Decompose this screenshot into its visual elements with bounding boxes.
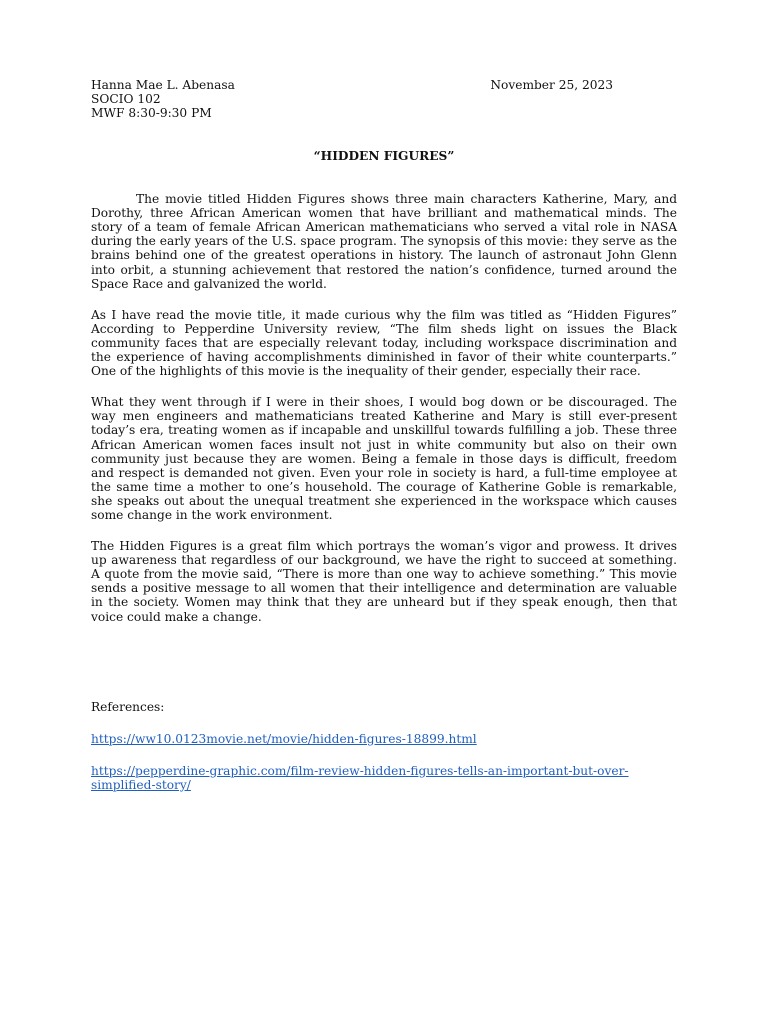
references-heading: References:	[91, 699, 165, 714]
document-header	[91, 78, 677, 120]
class-schedule: MWF 8:30-9:30 PM	[91, 106, 212, 121]
paragraph: As I have read the movie title, it made curious why the film was titled as “Hidden Figures” According to Pepperdine University review, “The film sheds light on issues the Black community faces that are especially relevant today, including workspace discrimination and the experience of having accomplishments diminished in favor of their white counterparts.” One of the highlights of this movie is the inequality of their gender, especially their race.	[91, 307, 677, 379]
document-page	[91, 78, 677, 810]
paragraph: The movie titled Hidden Figures shows three main characters Katherine, Mary, and Dorothy, three African American women that have brilliant and mathematical minds. The story of a team of female African American mathematicians who served a vital role in NASA during the early years of the U.S. space program. The synopsis of this movie: they serve as the brains behind one of the greatest operations in history. The launch of astronaut John Glenn into orbit, a stunning achievement that restored the nation’s confidence, turned around the Space Race and galvanized the world.	[91, 192, 677, 291]
paragraph: The Hidden Figures is a great film which portrays the woman’s vigor and prowess. It drives up awareness that regardless of our background, we have the right to succeed at something. A quote from the movie said, “There is more than one way to achieve something.” This movie sends a positive message to all women that their intelligence and determination are valuable in the society. Women may think that they are unheard but if they speak enough, then that voice could make a change.	[91, 539, 677, 624]
document-title: “HIDDEN FIGURES”	[313, 149, 455, 163]
paragraph: What they went through if I were in their shoes, I would bog down or be discouraged. The way men engineers and mathematicians treated Katherine and Mary is still ever-present today’s era, treating women as if incapable and unskillful towards fulfilling a job. These three African American women faces insult not just in white community but also on their own community just because they are women. Being a female in those days is difficult, freedom and respect is demanded not given. Even your role in society is hard, a full-time employee at the same time a mother to one’s household. The courage of Katherine Goble is remarkable, she speaks out about the unequal treatment she experienced in the workspace which causes some change in the work environment.	[91, 395, 677, 522]
course-code: SOCIO 102	[91, 92, 161, 107]
reference-link[interactable]: https://pepperdine-graphic.com/film-review-hidden-figures-tells-an-important-but-over-simplified-story/	[91, 763, 629, 792]
document-date: November 25, 2023	[490, 78, 613, 92]
author-name: Hanna Mae L. Abenasa	[91, 78, 235, 92]
reference-link[interactable]: https://ww10.0123movie.net/movie/hidden-figures-18899.html	[91, 731, 477, 746]
